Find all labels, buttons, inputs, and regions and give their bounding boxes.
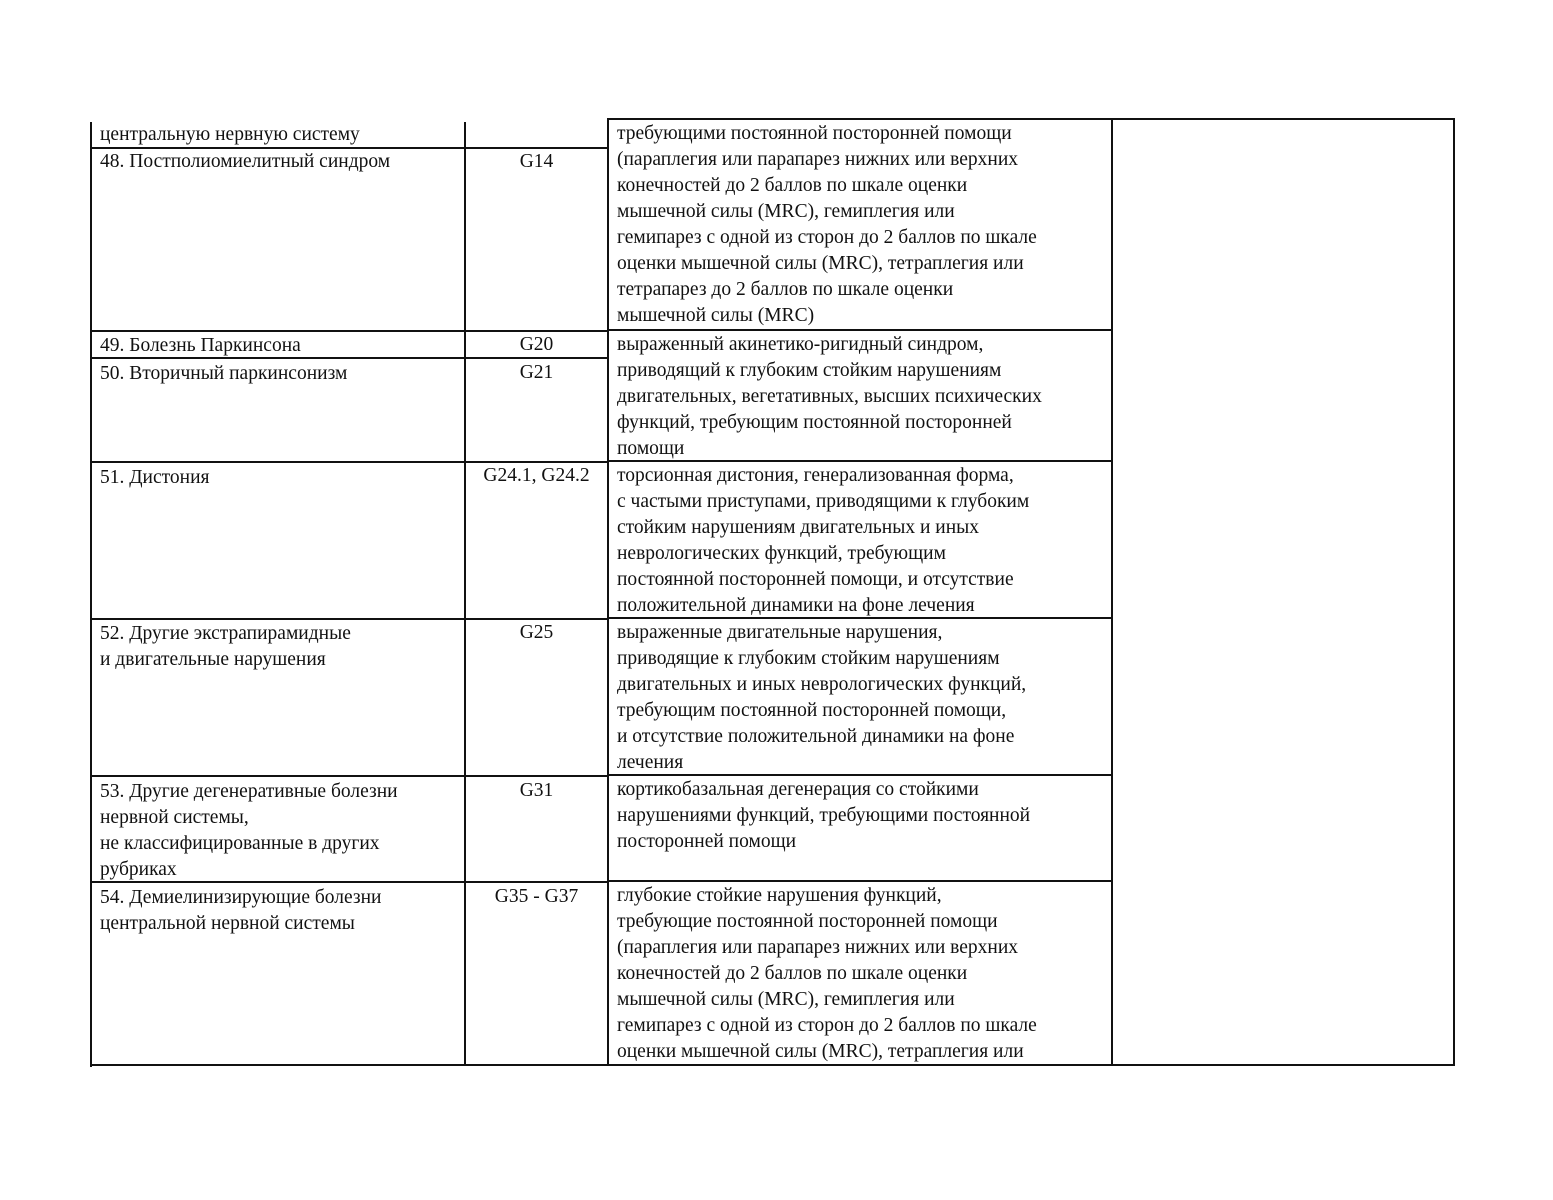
criteria-cell: выраженные двигательные нарушения, приводящие к глубоким стойким нарушениям двигательных и иных неврологических функций, требующим постоянной посторонней помощи, и отсутствие положительной динамики на фоне лечения [617, 622, 1027, 773]
table-border-right [1453, 118, 1455, 1065]
disease-name-cell: 52. Другие экстрапирамидные и двигательные нарушения [100, 623, 351, 670]
icd-code-cell: G20 [519, 334, 554, 355]
disease-name-cell: 53. Другие дегенеративные болезни нервной системы, не классифицированные в других рубриках [100, 781, 398, 880]
icd-code-cell: G25 [519, 622, 554, 643]
icd-code-cell: G21 [519, 362, 554, 383]
icd-code-cell: G35 - G37 [494, 886, 579, 907]
criteria-cell: требующими постоянной посторонней помощи (параплегия или парапарез нижних или верхних конечностей до 2 баллов по шкале оценки мышечной силы (MRC), гемиплегия или гемипарез с одной из сторон до 2 баллов по шкале оценки мышечной силы (MRC), тетраплегия или тетрапарез до 2 баллов по шкале оценки мышечной силы (MRC) [617, 123, 1037, 326]
criteria-cell: торсионная дистония, генерализованная форма, с частыми приступами, приводящими к глубоким стойким нарушениям двигательных и иных неврологических функций, требующим постоянной посторонней помощи, и отсутствие положительной динамики на фоне лечения [617, 465, 1030, 616]
column-divider-criteria-extra [1111, 118, 1113, 1066]
disease-name-cell: 49. Болезнь Паркинсона [100, 335, 301, 356]
disease-name-cell: центральную нервную систему [100, 124, 360, 145]
column-divider-code-criteria [607, 118, 609, 1066]
icd-code-cell: G31 [519, 780, 554, 801]
disease-name-cell: 54. Демиелинизирующие болезни центральной нервной системы [100, 887, 382, 934]
criteria-row-divider [607, 880, 1113, 882]
row-divider [90, 775, 609, 777]
criteria-cell: кортикобазальная дегенерация со стойкими нарушениями функций, требующими постоянной посторонней помощи [617, 779, 1031, 852]
criteria-cell: глубокие стойкие нарушения функций, требующие постоянной посторонней помощи (параплегия или парапарез нижних или верхних конечностей до 2 баллов по шкале оценки мышечной силы (MRC), гемиплегия или гемипарез с одной из сторон до 2 баллов по шкале оценки мышечной силы (MRC), тетраплегия или [617, 885, 1037, 1062]
criteria-cell: выраженный акинетико-ригидный синдром, приводящий к глубоким стойким нарушениям двигательных, вегетативных, высших психических функций, требующим постоянной посторонней помощи [617, 334, 1042, 459]
criteria-top-border [608, 118, 1455, 120]
disease-name-cell: 51. Дистония [100, 467, 210, 488]
table-border-left [90, 122, 92, 1067]
column-divider-name-code [464, 122, 466, 1066]
criteria-row-divider [607, 329, 1113, 331]
icd-code-cell: G24.1, G24.2 [483, 465, 590, 486]
disease-name-cell: 48. Постполиомиелитный синдром [100, 151, 391, 172]
disease-name-cell: 50. Вторичный паркинсонизм [100, 363, 348, 384]
document-table [90, 118, 1455, 1067]
icd-code-cell: G14 [519, 151, 554, 172]
